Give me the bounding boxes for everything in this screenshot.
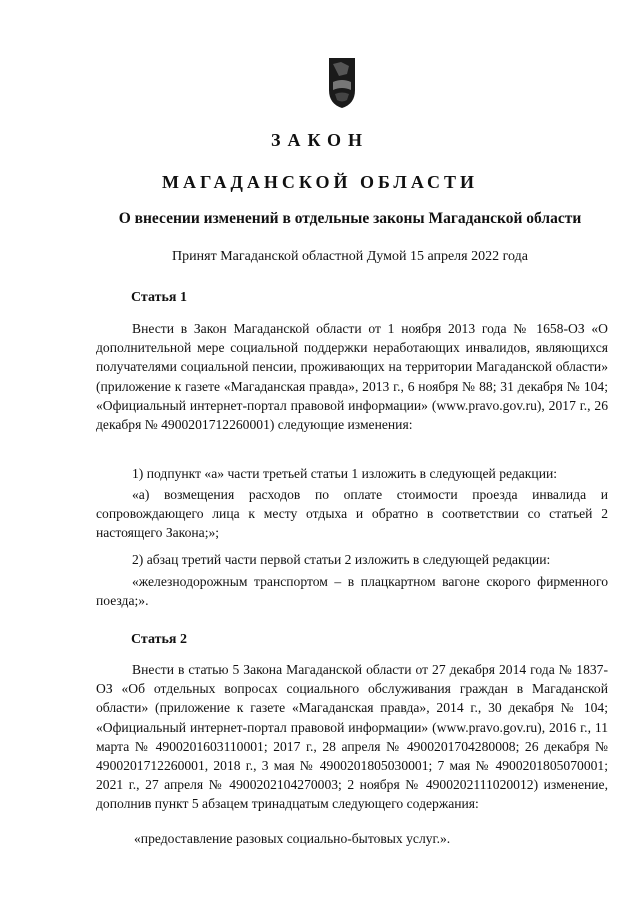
article-1-intro: Внести в Закон Магаданской области от 1 ноября 2013 года № 1658-ОЗ «О дополнительной мере социальной поддержки неработающих инвалидов, являющихся получателями социальной пенсии, проживающих на территории Магаданской области» (приложение к газете «Магаданская правда», 2013 г., 6 ноября № 88; 31 декабря № 104; «Официальный интернет-портал правовой информации» (www.pravo.gov.ru), 2017 г., 26 декабря № 4900201712260001) следующие изменения: — [96, 321, 608, 433]
law-title: ЗАКОН — [270, 130, 370, 150]
article-1-item-2: 2) абзац третий части первой статьи 2 изложить в следующей редакции: — [132, 552, 551, 567]
adoption-note: Принят Магаданской областной Думой 15 апреля 2022 года — [172, 249, 528, 264]
article-2-new-text: «предоставление разовых социально-бытовых услуг.». — [134, 831, 451, 846]
article-2-heading: Статья 2 — [131, 632, 187, 647]
article-1-item-2-text: «железнодорожным транспортом – в плацкартном вагоне скорого фирменного поезда;». — [96, 574, 608, 609]
article-1-heading: Статья 1 — [131, 290, 187, 305]
article-1-item-1: 1) подпункт «а» части третьей статьи 1 изложить в следующей редакции: — [132, 466, 558, 481]
article-1-item-1-text: «а) возмещения расходов по оплате стоимости проезда инвалида и сопровождающего лица к месту отдыха и обратно в соответствии со статьей 2 настоящего Закона;»; — [96, 487, 608, 541]
law-subtitle: О внесении изменений в отдельные законы Магаданской области — [118, 210, 582, 227]
region-title: МАГАДАНСКОЙ ОБЛАСТИ — [162, 172, 478, 192]
coat-of-arms-emblem — [327, 56, 357, 110]
article-2-intro: Внести в статью 5 Закона Магаданской области от 27 декабря 2014 года № 1837-ОЗ «Об отдельных вопросах социального обслуживания граждан в Магаданской области» (приложение к газете «Магаданская правда», 2014 г., 30 декабря № 104; «Официальный интернет-портал правовой информации» (www.pravo.gov.ru), 2016 г., 11 марта № 4900201603110001; 2017 г., 28 апреля № 4900201704280008; 26 декабря № 4900201712260001, 2018 г., 3 мая № 4900201805030001; 7 мая № 4900201805070001; 2021 г., 27 апреля № 4900202104270003; 2 ноября № 4900202111020012) изменение, дополнив пункт 5 абзацем тринадцатым следующего содержания: — [96, 662, 608, 812]
